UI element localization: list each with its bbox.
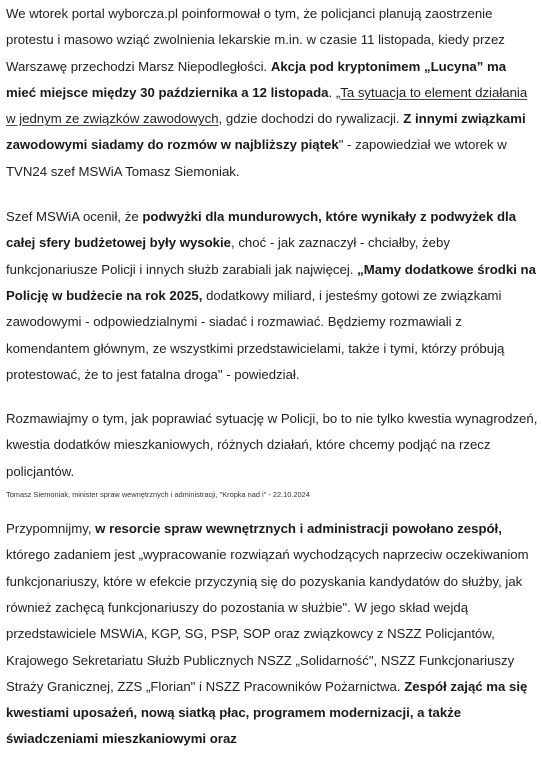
quote-attribution: Tomasz Siemoniak, minister spraw wewnętrznych i administracji, "Kropka nad i" - 22.10.2024 (6, 490, 310, 500)
article-body (6, 0, 538, 753)
bold-segment: podwyżki dla mundurowych, które wynikały z podwyżek dla całej sfery budżetowej były wysokie (6, 209, 517, 251)
text-segment: którego zadaniem jest „wypracowanie rozwiązań wychodzących naprzeciw oczekiwaniom funkcjonariuszy, które w efekcie przyczynią się do pozyskania kandydatów do służby, jak również zachęcą funkcjonariuszy do pozostania w służbie". W jego skład wejdą przedstawiciele MSWiA, KGP, SG, PSP, SOP oraz związkowcy z NSZZ Policjantów, Krajowego Sekretariatu Służb Publicznych NSZZ „Solidarność", NSZZ Funkcjonariuszy Straży Granicznej, ZZS „Florian" i NSZZ Pracowników Pożarnictwa. (6, 547, 529, 694)
text-segment: , gdzie dochodzi do rywalizacji. (218, 111, 404, 127)
quote-text: Rozmawiajmy o tym, jak poprawiać sytuację w Policji, bo to nie tylko kwestia wynagrodzeń, kwestia dodatków mieszkaniowych, różnych działań, które chcemy podjąć na rzecz policjantów. (6, 411, 538, 479)
bold-segment: „Mamy dodatkowe środki na Policję w budżecie na rok 2025, (6, 261, 536, 303)
paragraph-protest-report (6, 1, 538, 185)
text-segment: , choć - jak zaznaczył - chciałby, żeby funkcjonariusze Policji i innych służb zarabiali jak najwięcej. (6, 235, 450, 277)
text-segment: Szef MSWiA ocenił, że (6, 209, 143, 225)
paragraph-team-formation (6, 516, 538, 753)
text-segment: We wtorek portal wyborcza.pl poinformował o tym, że policjanci planują zaostrzenie protestu i masowo wziąć zwolnienia lekarskie m.in. w czasie 11 listopada, kiedy przez Warszawę przechodzi Marsz Niepodległości. (6, 6, 505, 74)
text-segment: . „ (328, 84, 341, 100)
text-segment: Przypomnijmy, (6, 521, 96, 537)
bold-segment: w resorcie spraw wewnętrznych i administracji powołano zespół, (95, 521, 502, 537)
text-segment: dodatkowy miliard, i jesteśmy gotowi ze związkami zawodowymi - odpowiedzialnymi - siadać i rozmawiać. Będziemy rozmawiali z komendantem głównym, ze wszystkimi przedstawicielami, także i tymi, którzy próbują protestować, że to jest fatalna droga" - powiedział. (6, 287, 505, 382)
bold-segment: Z innymi związkami zawodowymi siadamy do rozmów w najbliższy piątek (6, 111, 526, 153)
article-link[interactable]: Ta sytuacja to element działania w jednym ze związków zawodowych (6, 84, 528, 127)
quote-block (6, 406, 538, 501)
text-segment: " - zapowiedział we wtorek w TVN24 szef MSWiA Tomasz Siemoniak. (6, 137, 507, 179)
paragraph-minister-statement (6, 204, 538, 388)
bold-segment: Zespół zająć ma się kwestiami uposażeń, nową siatką płac, programem modernizacji, a także świadczeniami mieszkaniowymi oraz (6, 678, 528, 747)
bold-segment: Akcja pod kryptonimem „Lucyna” ma mieć miejsce między 30 października a 12 listopada (6, 58, 507, 100)
